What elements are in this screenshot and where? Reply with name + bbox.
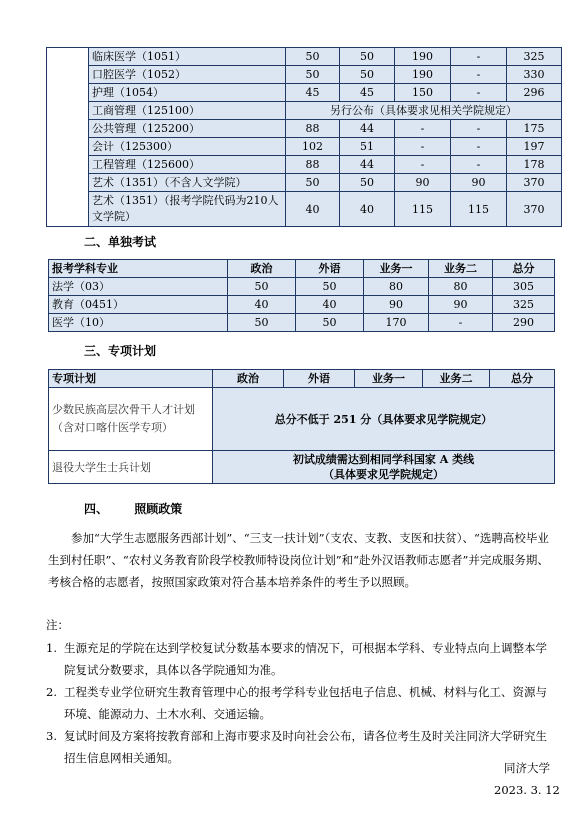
note-text: 工程类专业学位研究生教育管理中心的报考学科专业包括电子信息、机械、材料与化工、资源与环境、能源动力、土木水利、交通运输。 [64, 685, 547, 721]
politics-score-cell: 88 [286, 120, 340, 138]
subject1-score-cell: 115 [395, 192, 451, 227]
major-cell: 临床医学（1051） [89, 48, 286, 66]
score-cell: 80 [429, 278, 493, 296]
section-number: 四、 [84, 502, 109, 516]
section-title-separate-exam: 二、单独考试 [84, 235, 157, 249]
subject2-score-cell: - [451, 84, 507, 102]
header-cell: 总分 [493, 260, 555, 278]
major-cell: 公共管理（125200） [89, 120, 286, 138]
total-score-cell: 296 [507, 84, 562, 102]
special-plan-table [48, 369, 555, 484]
table-row [49, 388, 555, 451]
notes-heading: 注： [46, 618, 69, 632]
subject2-score-cell: - [451, 120, 507, 138]
signature-org: 同济大学 [504, 761, 550, 775]
header-cell: 业务二 [429, 260, 493, 278]
major-cell: 工商管理（125100） [89, 102, 286, 120]
header-cell: 业务二 [423, 370, 490, 388]
veteran-plan-label: 退役大学生士兵计划 [49, 451, 213, 484]
section-title-preferential-policy [84, 500, 182, 517]
veteran-plan-requirement [213, 451, 555, 484]
header-cell: 外语 [296, 260, 364, 278]
subject1-score-cell: 150 [395, 84, 451, 102]
header-cell: 业务一 [355, 370, 423, 388]
table-row [49, 451, 555, 484]
merged-score-cell: 另行公布（具体要求见相关学院规定） [286, 102, 562, 120]
table-header-row [49, 260, 555, 278]
header-cell: 报考学科专业 [49, 260, 228, 278]
total-score-cell: 197 [507, 138, 562, 156]
major-cell: 护理（1054） [89, 84, 286, 102]
score-cell: 80 [364, 278, 429, 296]
table-row [49, 278, 555, 296]
minority-plan-label: 少数民族高层次骨干人才计划（含对口喀什医学专项） [49, 388, 213, 451]
veteran-plan-line2: （具体要求见学院规定） [323, 468, 444, 481]
note-text: 复试时间及方案将按教育部和上海市要求及时向社会公布，请各位考生及时关注同济大学研究生招生信息网相关通知。 [64, 729, 547, 765]
politics-score-cell: 50 [286, 66, 340, 84]
politics-score-cell: 102 [286, 138, 340, 156]
header-cell: 业务一 [364, 260, 429, 278]
subject2-score-cell: - [451, 48, 507, 66]
veteran-plan-line1: 初试成绩需达到相同学科国家 A 类线 [292, 453, 475, 466]
subject1-score-cell: 190 [395, 66, 451, 84]
foreign-language-score-cell: 40 [340, 192, 395, 227]
foreign-language-score-cell: 44 [340, 120, 395, 138]
separate-exam-table [48, 259, 555, 332]
major-cell: 教育（0451） [49, 296, 228, 314]
subject1-score-cell: - [395, 120, 451, 138]
table-row [47, 174, 562, 192]
table-row [47, 120, 562, 138]
politics-score-cell: 45 [286, 84, 340, 102]
header-cell: 总分 [490, 370, 555, 388]
score-cell: 50 [296, 278, 364, 296]
score-cell: - [429, 314, 493, 332]
politics-score-cell: 50 [286, 48, 340, 66]
score-cell: 170 [364, 314, 429, 332]
total-score-cell: 370 [507, 174, 562, 192]
minority-plan-requirement: 总分不低于 251 分（具体要求见学院规定） [213, 388, 555, 451]
table-row [47, 156, 562, 174]
score-cell: 90 [429, 296, 493, 314]
header-cell: 政治 [213, 370, 284, 388]
total-score-cell: 370 [507, 192, 562, 227]
foreign-language-score-cell: 44 [340, 156, 395, 174]
major-cell: 法学（03） [49, 278, 228, 296]
foreign-language-score-cell: 50 [340, 48, 395, 66]
score-cell: 325 [493, 296, 555, 314]
foreign-language-score-cell: 50 [340, 174, 395, 192]
major-cell: 艺术（1351）（不含人文学院） [89, 174, 286, 192]
table-row [47, 138, 562, 156]
score-cell: 305 [493, 278, 555, 296]
score-cell: 50 [228, 278, 296, 296]
category-cell [47, 48, 89, 227]
note-number: 2. [46, 685, 57, 699]
score-cell: 40 [296, 296, 364, 314]
subject1-score-cell: - [395, 138, 451, 156]
header-cell: 专项计划 [49, 370, 213, 388]
subject2-score-cell: - [451, 156, 507, 174]
score-cell: 290 [493, 314, 555, 332]
score-table-continued [46, 47, 562, 227]
table-row [47, 102, 562, 120]
subject2-score-cell: 115 [451, 192, 507, 227]
politics-score-cell: 50 [286, 174, 340, 192]
subject2-score-cell: 90 [451, 174, 507, 192]
score-cell: 40 [228, 296, 296, 314]
subject2-score-cell: - [451, 66, 507, 84]
politics-score-cell: 88 [286, 156, 340, 174]
total-score-cell: 175 [507, 120, 562, 138]
major-cell: 医学（10） [49, 314, 228, 332]
section-name: 照顾政策 [134, 502, 183, 516]
foreign-language-score-cell: 51 [340, 138, 395, 156]
subject2-score-cell: - [451, 138, 507, 156]
table-row [49, 296, 555, 314]
total-score-cell: 178 [507, 156, 562, 174]
note-text: 生源充足的学院在达到学校复试分数基本要求的情况下，可根据本学科、专业特点向上调整本学院复试分数要求，具体以各学院通知为准。 [64, 641, 547, 677]
preferential-policy-paragraph: 参加“大学生志愿服务西部计划”、“三支一扶计划”（支农、支教、支医和扶贫）、“选聘高校毕业生到村任职”、“农村义务教育阶段学校教师特设岗位计划”和“赴外汉语教师志愿者”并完成服务期、考核合格的志愿者，按照国家政策对符合基本培养条件的考生予以照顾。 [48, 531, 549, 589]
score-cell: 50 [228, 314, 296, 332]
score-cell: 90 [364, 296, 429, 314]
foreign-language-score-cell: 50 [340, 66, 395, 84]
foreign-language-score-cell: 45 [340, 84, 395, 102]
total-score-cell: 330 [507, 66, 562, 84]
table-row [47, 192, 562, 227]
header-cell: 政治 [228, 260, 296, 278]
note-number: 3. [46, 729, 57, 743]
section-title-special-plan: 三、专项计划 [84, 344, 157, 358]
note-number: 1. [46, 641, 57, 655]
table-row [47, 84, 562, 102]
subject1-score-cell: 190 [395, 48, 451, 66]
major-cell: 口腔医学（1052） [89, 66, 286, 84]
major-cell: 工程管理（125600） [89, 156, 286, 174]
signature-date: 2023. 3. 12 [494, 783, 560, 797]
major-cell: 艺术（1351）（报考学院代码为210人文学院） [89, 192, 286, 227]
table-row [47, 48, 562, 66]
table-header-row [49, 370, 555, 388]
subject1-score-cell: - [395, 156, 451, 174]
score-cell: 50 [296, 314, 364, 332]
table-row [49, 314, 555, 332]
subject1-score-cell: 90 [395, 174, 451, 192]
politics-score-cell: 40 [286, 192, 340, 227]
table-row [47, 66, 562, 84]
total-score-cell: 325 [507, 48, 562, 66]
header-cell: 外语 [284, 370, 355, 388]
major-cell: 会计（125300） [89, 138, 286, 156]
